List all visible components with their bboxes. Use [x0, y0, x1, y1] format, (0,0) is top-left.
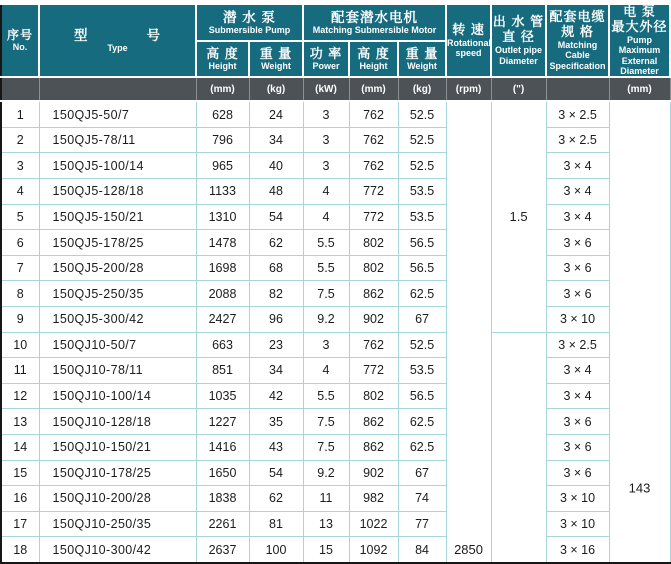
row-number-cell: 9	[1, 307, 39, 333]
pump-weight-cell: 62	[249, 230, 303, 256]
power-cell: 11	[303, 486, 349, 512]
pump-spec-table	[0, 3, 671, 564]
motor-weight-cell: 53.5	[398, 204, 446, 230]
unit-pump-weight: (kg)	[249, 77, 303, 101]
cable-spec-cell: 3 × 10	[546, 511, 609, 537]
motor-weight-cell: 53.5	[398, 179, 446, 205]
pump-height-cell: 1698	[196, 255, 249, 281]
table-row	[1, 434, 670, 460]
row-number-cell: 13	[1, 409, 39, 435]
table-row	[1, 204, 670, 230]
power-cell: 9.2	[303, 307, 349, 333]
sub-header-motor-weight-en: Weight	[407, 61, 437, 72]
row-number-cell: 12	[1, 383, 39, 409]
motor-weight-cell: 62.5	[398, 409, 446, 435]
type-cell: 150QJ10-178/25	[39, 460, 196, 486]
pump-weight-cell: 82	[249, 281, 303, 307]
cable-spec-cell: 3 × 6	[546, 281, 609, 307]
type-cell: 150QJ5-100/14	[39, 153, 196, 179]
unit-no	[1, 77, 39, 101]
power-cell: 5.5	[303, 230, 349, 256]
sub-header-motor-height-zh: 高 度	[357, 45, 390, 61]
outlet-diameter-merged-cell-qj10	[491, 332, 546, 563]
pump-height-cell: 1227	[196, 409, 249, 435]
col-header-cable-zh2: 规 格	[561, 24, 594, 40]
type-cell: 150QJ10-200/28	[39, 486, 196, 512]
type-cell: 150QJ5-178/25	[39, 230, 196, 256]
table-header	[1, 4, 670, 101]
table-body	[1, 101, 670, 563]
type-cell: 150QJ5-250/35	[39, 281, 196, 307]
group-header-motor-en: Matching Submersible Motor	[312, 25, 437, 36]
row-number-cell: 8	[1, 281, 39, 307]
pump-height-cell: 1310	[196, 204, 249, 230]
pump-height-cell: 2637	[196, 537, 249, 563]
row-number-cell: 4	[1, 179, 39, 205]
pump-weight-cell: 100	[249, 537, 303, 563]
row-number-cell: 6	[1, 230, 39, 256]
motor-height-cell: 762	[349, 101, 398, 127]
cable-spec-cell: 3 × 10	[546, 307, 609, 333]
pump-height-cell: 2261	[196, 511, 249, 537]
row-number-cell: 15	[1, 460, 39, 486]
col-header-rpm	[446, 4, 491, 77]
power-cell: 3	[303, 153, 349, 179]
cable-spec-cell: 3 × 6	[546, 409, 609, 435]
sub-header-pump-weight-en: Weight	[261, 61, 291, 72]
rpm-merged-cell: 2850	[446, 101, 491, 563]
pump-weight-cell: 54	[249, 204, 303, 230]
motor-height-cell: 762	[349, 127, 398, 153]
table-row	[1, 101, 670, 127]
motor-height-cell: 902	[349, 307, 398, 333]
pump-height-cell: 2427	[196, 307, 249, 333]
sub-header-power	[303, 41, 349, 77]
pump-weight-cell: 62	[249, 486, 303, 512]
unit-motor-height: (mm)	[349, 77, 398, 101]
type-cell: 150QJ10-78/11	[39, 358, 196, 384]
motor-weight-cell: 56.5	[398, 255, 446, 281]
pump-weight-cell: 40	[249, 153, 303, 179]
col-header-rpm-zh: 转 速	[452, 21, 485, 37]
pump-height-cell: 1838	[196, 486, 249, 512]
row-number-cell: 3	[1, 153, 39, 179]
motor-weight-cell: 53.5	[398, 358, 446, 384]
motor-weight-cell: 84	[398, 537, 446, 563]
motor-height-cell: 772	[349, 204, 398, 230]
pump-weight-cell: 23	[249, 332, 303, 358]
type-cell: 150QJ10-150/21	[39, 434, 196, 460]
sub-header-motor-weight	[398, 41, 446, 77]
type-cell: 150QJ10-300/42	[39, 537, 196, 563]
sub-header-motor-height-en: Height	[359, 61, 388, 72]
power-cell: 13	[303, 511, 349, 537]
motor-weight-cell: 52.5	[398, 101, 446, 127]
table-row	[1, 307, 670, 333]
type-cell: 150QJ5-128/18	[39, 179, 196, 205]
motor-weight-cell: 62.5	[398, 434, 446, 460]
pump-weight-cell: 42	[249, 383, 303, 409]
power-cell: 7.5	[303, 409, 349, 435]
pump-height-cell: 1650	[196, 460, 249, 486]
pump-weight-cell: 81	[249, 511, 303, 537]
pump-height-cell: 663	[196, 332, 249, 358]
cable-spec-cell: 3 × 6	[546, 230, 609, 256]
sub-header-pump-height-zh: 高 度	[206, 45, 239, 61]
pump-height-cell: 1133	[196, 179, 249, 205]
table-row	[1, 537, 670, 563]
motor-height-cell: 762	[349, 153, 398, 179]
table-row	[1, 127, 670, 153]
table-row	[1, 153, 670, 179]
motor-height-cell: 1092	[349, 537, 398, 563]
outlet-diameter-merged-cell-qj5: 1.5	[491, 101, 546, 332]
type-cell: 150QJ5-78/11	[39, 127, 196, 153]
sub-header-pump-height-en: Height	[208, 61, 237, 72]
col-header-outlet	[491, 4, 546, 77]
pump-weight-cell: 24	[249, 101, 303, 127]
table-row	[1, 358, 670, 384]
col-header-max-diameter	[609, 4, 670, 77]
pump-height-cell: 1416	[196, 434, 249, 460]
motor-weight-cell: 62.5	[398, 281, 446, 307]
row-number-cell: 1	[1, 101, 39, 127]
units-row	[1, 77, 670, 101]
pump-height-cell: 1478	[196, 230, 249, 256]
motor-weight-cell: 77	[398, 511, 446, 537]
row-number-cell: 5	[1, 204, 39, 230]
cable-spec-cell: 3 × 2.5	[546, 101, 609, 127]
motor-height-cell: 982	[349, 486, 398, 512]
table-row	[1, 179, 670, 205]
motor-height-cell: 802	[349, 230, 398, 256]
motor-weight-cell: 56.5	[398, 230, 446, 256]
motor-height-cell: 862	[349, 281, 398, 307]
table-row	[1, 511, 670, 537]
row-number-cell: 11	[1, 358, 39, 384]
pump-height-cell: 1035	[196, 383, 249, 409]
type-cell: 150QJ10-100/14	[39, 383, 196, 409]
pump-weight-cell: 54	[249, 460, 303, 486]
table-row	[1, 255, 670, 281]
cable-spec-cell: 3 × 16	[546, 537, 609, 563]
motor-height-cell: 772	[349, 358, 398, 384]
group-header-matching-motor	[303, 4, 446, 41]
row-number-cell: 10	[1, 332, 39, 358]
motor-weight-cell: 67	[398, 460, 446, 486]
motor-height-cell: 862	[349, 434, 398, 460]
type-cell: 150QJ10-50/7	[39, 332, 196, 358]
cable-spec-cell: 3 × 4	[546, 153, 609, 179]
col-header-type-zh: 型 号	[74, 27, 161, 43]
max-external-diameter-value: 143	[628, 480, 651, 496]
cable-spec-cell: 3 × 4	[546, 358, 609, 384]
pump-height-cell: 851	[196, 358, 249, 384]
power-cell: 3	[303, 332, 349, 358]
sub-header-power-zh: 功 率	[309, 45, 343, 61]
cable-spec-cell: 3 × 6	[546, 460, 609, 486]
row-number-cell: 14	[1, 434, 39, 460]
col-header-outlet-zh1: 出 水 管	[492, 14, 545, 30]
col-header-no	[1, 4, 39, 77]
pump-weight-cell: 34	[249, 358, 303, 384]
col-header-cable-zh1: 配套电缆	[549, 9, 606, 25]
cable-spec-cell: 3 × 4	[546, 179, 609, 205]
motor-weight-cell: 52.5	[398, 153, 446, 179]
pump-weight-cell: 34	[249, 127, 303, 153]
unit-dia: (mm)	[609, 77, 670, 101]
max-external-diameter-merged-cell	[609, 101, 670, 563]
power-cell: 5.5	[303, 383, 349, 409]
power-cell: 9.2	[303, 460, 349, 486]
power-cell: 3	[303, 101, 349, 127]
pump-spec-page	[0, 3, 669, 557]
motor-height-cell: 802	[349, 383, 398, 409]
col-header-outlet-zh2: 直 径	[502, 29, 535, 45]
sub-header-motor-height	[349, 41, 398, 77]
motor-weight-cell: 74	[398, 486, 446, 512]
cable-spec-cell: 3 × 6	[546, 434, 609, 460]
type-cell: 150QJ10-128/18	[39, 409, 196, 435]
pump-height-cell: 796	[196, 127, 249, 153]
pump-height-cell: 965	[196, 153, 249, 179]
unit-outlet: (")	[491, 77, 546, 101]
motor-height-cell: 1022	[349, 511, 398, 537]
sub-header-pump-weight	[249, 41, 303, 77]
row-number-cell: 7	[1, 255, 39, 281]
sub-header-pump-height	[196, 41, 249, 77]
unit-rpm: (rpm)	[446, 77, 491, 101]
group-header-pump-zh: 潜 水 泵	[222, 9, 276, 25]
type-cell: 150QJ5-50/7	[39, 101, 196, 127]
group-header-submersible-pump	[196, 4, 303, 41]
power-cell: 4	[303, 179, 349, 205]
col-header-type-en: Type	[107, 43, 128, 54]
table-row	[1, 332, 670, 358]
type-cell: 150QJ5-200/28	[39, 255, 196, 281]
col-header-outlet-en: Outlet pipe Diameter	[495, 45, 543, 66]
unit-pump-height: (mm)	[196, 77, 249, 101]
power-cell: 5.5	[303, 255, 349, 281]
power-cell: 7.5	[303, 434, 349, 460]
type-cell: 150QJ5-150/21	[39, 204, 196, 230]
pump-weight-cell: 43	[249, 434, 303, 460]
pump-weight-cell: 68	[249, 255, 303, 281]
motor-height-cell: 762	[349, 332, 398, 358]
group-header-pump-en: Submersible Pump	[208, 25, 291, 36]
col-header-cable-en: Matching Cable Specification	[549, 40, 606, 71]
pump-height-cell: 2088	[196, 281, 249, 307]
cable-spec-cell: 3 × 2.5	[546, 332, 609, 358]
pump-weight-cell: 96	[249, 307, 303, 333]
cable-spec-cell: 3 × 4	[546, 383, 609, 409]
col-header-dia-en: Pump Maximum External Diameter	[618, 34, 661, 76]
row-number-cell: 18	[1, 537, 39, 563]
motor-weight-cell: 67	[398, 307, 446, 333]
cable-spec-cell: 3 × 6	[546, 255, 609, 281]
motor-height-cell: 902	[349, 460, 398, 486]
row-number-cell: 16	[1, 486, 39, 512]
cable-spec-cell: 3 × 4	[546, 204, 609, 230]
motor-weight-cell: 52.5	[398, 127, 446, 153]
pump-weight-cell: 48	[249, 179, 303, 205]
col-header-dia-zh1: 电 泵	[623, 4, 656, 19]
col-header-no-zh: 序号	[6, 27, 33, 42]
table-row	[1, 486, 670, 512]
power-cell: 15	[303, 537, 349, 563]
pump-weight-cell: 35	[249, 409, 303, 435]
unit-power: (kW)	[303, 77, 349, 101]
unit-motor-weight: (kg)	[398, 77, 446, 101]
motor-weight-cell: 52.5	[398, 332, 446, 358]
table-row	[1, 230, 670, 256]
type-cell: 150QJ10-250/35	[39, 511, 196, 537]
table-row	[1, 409, 670, 435]
power-cell: 4	[303, 358, 349, 384]
col-header-rpm-en: Rotational speed	[447, 37, 492, 59]
col-header-cable	[546, 4, 609, 77]
unit-cable	[546, 77, 609, 101]
col-header-no-en: No.	[12, 42, 28, 53]
group-header-motor-zh: 配套潜水电机	[331, 9, 419, 25]
table-row	[1, 383, 670, 409]
col-header-type	[39, 4, 196, 77]
row-number-cell: 2	[1, 127, 39, 153]
motor-height-cell: 772	[349, 179, 398, 205]
power-cell: 7.5	[303, 281, 349, 307]
sub-header-pump-weight-zh: 重 量	[259, 45, 293, 61]
motor-height-cell: 862	[349, 409, 398, 435]
type-cell: 150QJ5-300/42	[39, 307, 196, 333]
row-number-cell: 17	[1, 511, 39, 537]
power-cell: 4	[303, 204, 349, 230]
unit-type	[39, 77, 196, 101]
sub-header-motor-weight-zh: 重 量	[405, 45, 439, 61]
col-header-dia-zh2: 最大外径	[611, 18, 668, 34]
cable-spec-cell: 3 × 10	[546, 486, 609, 512]
table-row	[1, 281, 670, 307]
pump-height-cell: 628	[196, 101, 249, 127]
cable-spec-cell: 3 × 2.5	[546, 127, 609, 153]
table-row	[1, 460, 670, 486]
power-cell: 3	[303, 127, 349, 153]
motor-weight-cell: 56.5	[398, 383, 446, 409]
motor-height-cell: 802	[349, 255, 398, 281]
sub-header-power-en: Power	[312, 61, 340, 72]
